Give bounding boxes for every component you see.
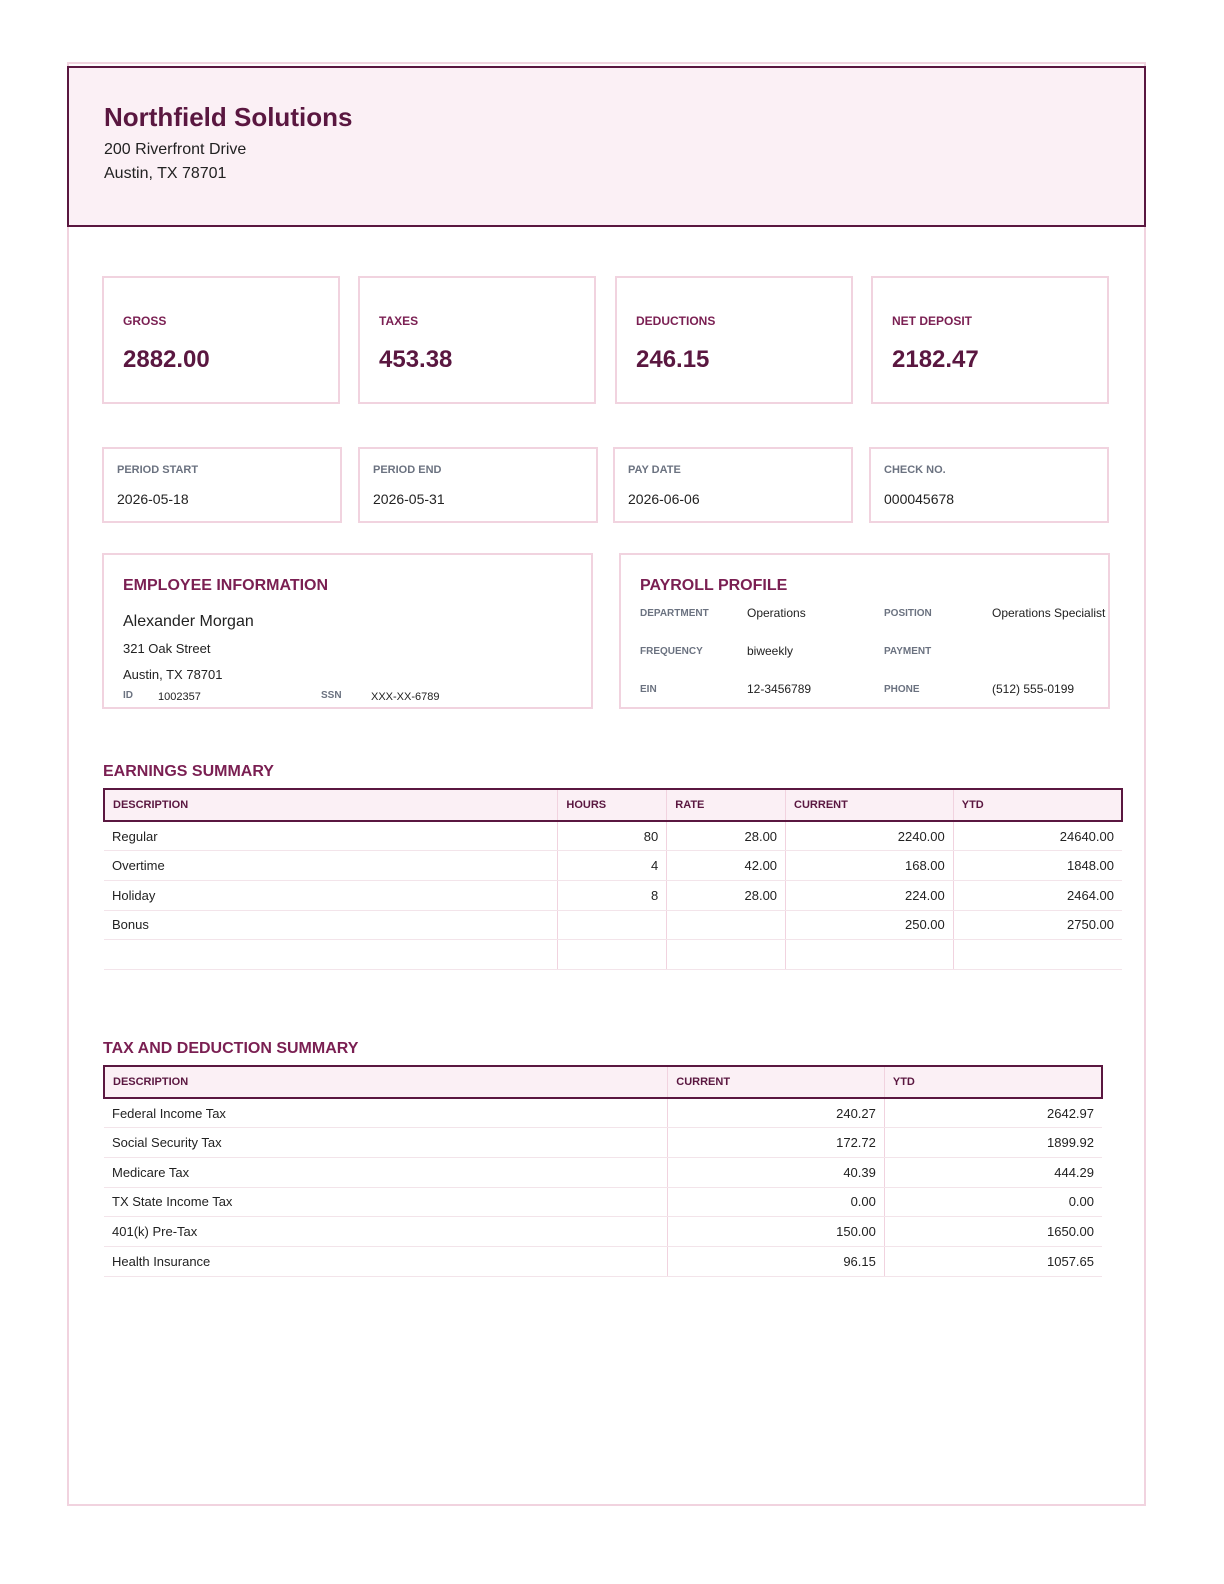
table-cell: 150.00 xyxy=(668,1217,885,1247)
employee-id-value: 1002357 xyxy=(158,691,201,703)
company-header xyxy=(67,66,1146,227)
table-cell: 24640.00 xyxy=(953,821,1122,851)
position-value: Operations Specialist xyxy=(992,606,1106,620)
table-cell xyxy=(667,940,786,970)
summary-value: 453.38 xyxy=(379,346,453,373)
table-row xyxy=(104,1246,1102,1276)
table-cell xyxy=(667,910,786,940)
summary-card-net-deposit xyxy=(871,276,1109,404)
table-cell: 2240.00 xyxy=(786,821,954,851)
table-cell xyxy=(104,940,558,970)
employee-name: Alexander Morgan xyxy=(123,613,254,630)
summary-card-gross xyxy=(102,276,340,404)
department-label: DEPARTMENT xyxy=(640,608,709,619)
summary-value: 2182.47 xyxy=(892,346,979,373)
table-cell: 96.15 xyxy=(668,1246,885,1276)
meta-label: CHECK NO. xyxy=(884,464,946,476)
table-cell xyxy=(558,940,667,970)
frequency-label: FREQUENCY xyxy=(640,646,703,657)
table-cell: 240.27 xyxy=(668,1098,885,1128)
tax-section-title: TAX AND DEDUCTION SUMMARY xyxy=(103,1040,359,1057)
meta-card-period-start xyxy=(102,447,342,523)
table-cell: Overtime xyxy=(104,851,558,881)
summary-label: DEDUCTIONS xyxy=(636,314,716,328)
table-cell: Regular xyxy=(104,821,558,851)
phone-value: (512) 555-0199 xyxy=(992,682,1075,696)
table-cell: 2464.00 xyxy=(953,880,1122,910)
column-header: YTD xyxy=(953,789,1122,821)
table-cell: 0.00 xyxy=(668,1187,885,1217)
table-cell: 0.00 xyxy=(884,1187,1102,1217)
table-row xyxy=(104,910,1122,940)
table-cell: 4 xyxy=(558,851,667,881)
summary-label: NET DEPOSIT xyxy=(892,314,973,328)
employee-info-title: EMPLOYEE INFORMATION xyxy=(123,577,329,594)
summary-label: TAXES xyxy=(379,314,419,328)
column-header: DESCRIPTION xyxy=(104,789,558,821)
tax-deduction-table xyxy=(103,1065,1103,1277)
table-row xyxy=(104,1187,1102,1217)
employee-address-line2: Austin, TX 78701 xyxy=(123,667,223,682)
meta-value: 000045678 xyxy=(884,491,955,507)
summary-card-taxes xyxy=(358,276,596,404)
table-cell: 1057.65 xyxy=(884,1246,1102,1276)
table-cell: Health Insurance xyxy=(104,1246,668,1276)
column-header: DESCRIPTION xyxy=(104,1066,668,1098)
payment-label: PAYMENT xyxy=(884,646,932,657)
meta-value: 2026-06-06 xyxy=(628,491,700,507)
table-row xyxy=(104,851,1122,881)
table-cell: 42.00 xyxy=(667,851,786,881)
company-address-line2: Austin, TX 78701 xyxy=(104,165,227,182)
employee-address-line1: 321 Oak Street xyxy=(123,641,211,656)
summary-label: GROSS xyxy=(123,314,167,328)
table-cell: 40.39 xyxy=(668,1157,885,1187)
company-name: Northfield Solutions xyxy=(104,102,353,132)
table-cell: 1848.00 xyxy=(953,851,1122,881)
payroll-profile-box xyxy=(619,553,1110,709)
table-row xyxy=(104,1098,1102,1128)
table-cell: 401(k) Pre-Tax xyxy=(104,1217,668,1247)
summary-card-deductions xyxy=(615,276,853,404)
earnings-table xyxy=(103,788,1123,970)
table-header-row xyxy=(104,789,1122,821)
table-cell: TX State Income Tax xyxy=(104,1187,668,1217)
meta-value: 2026-05-18 xyxy=(117,491,189,507)
table-cell: 224.00 xyxy=(786,880,954,910)
column-header: CURRENT xyxy=(786,789,954,821)
table-cell: 1899.92 xyxy=(884,1128,1102,1158)
meta-card-check-no xyxy=(869,447,1109,523)
table-cell: 250.00 xyxy=(786,910,954,940)
summary-value: 246.15 xyxy=(636,346,710,373)
table-row xyxy=(104,940,1122,970)
meta-card-pay-date xyxy=(613,447,853,523)
department-value: Operations xyxy=(747,606,806,620)
earnings-section-title: EARNINGS SUMMARY xyxy=(103,763,274,780)
column-header: CURRENT xyxy=(668,1066,885,1098)
table-row xyxy=(104,880,1122,910)
meta-label: PERIOD START xyxy=(117,464,199,476)
ein-label: EIN xyxy=(640,684,657,695)
table-cell: 80 xyxy=(558,821,667,851)
column-header: RATE xyxy=(667,789,786,821)
meta-value: 2026-05-31 xyxy=(373,491,445,507)
table-cell: Medicare Tax xyxy=(104,1157,668,1187)
company-address-line1: 200 Riverfront Drive xyxy=(104,141,247,158)
table-cell: 444.29 xyxy=(884,1157,1102,1187)
table-cell xyxy=(558,910,667,940)
table-cell: Holiday xyxy=(104,880,558,910)
column-header: YTD xyxy=(884,1066,1102,1098)
ein-value: 12-3456789 xyxy=(747,682,812,696)
table-cell: 172.72 xyxy=(668,1128,885,1158)
table-cell: 28.00 xyxy=(667,821,786,851)
employee-id-label: ID xyxy=(123,690,133,701)
table-header-row xyxy=(104,1066,1102,1098)
table-cell: Bonus xyxy=(104,910,558,940)
table-cell: 2750.00 xyxy=(953,910,1122,940)
frequency-value: biweekly xyxy=(747,644,794,658)
summary-value: 2882.00 xyxy=(123,346,210,373)
phone-label: PHONE xyxy=(884,684,920,695)
table-cell: Social Security Tax xyxy=(104,1128,668,1158)
table-cell: 8 xyxy=(558,880,667,910)
table-row xyxy=(104,1128,1102,1158)
table-cell: Federal Income Tax xyxy=(104,1098,668,1128)
position-label: POSITION xyxy=(884,608,932,619)
employee-info-box xyxy=(102,553,593,709)
employee-ssn-value: XXX-XX-6789 xyxy=(371,691,440,703)
column-header: HOURS xyxy=(558,789,667,821)
table-cell: 168.00 xyxy=(786,851,954,881)
payroll-profile-title: PAYROLL PROFILE xyxy=(640,577,788,594)
meta-card-period-end xyxy=(358,447,598,523)
table-row xyxy=(104,1217,1102,1247)
employee-ssn-label: SSN xyxy=(321,690,342,701)
table-cell xyxy=(953,940,1122,970)
meta-label: PAY DATE xyxy=(628,464,681,476)
table-cell: 1650.00 xyxy=(884,1217,1102,1247)
table-cell: 28.00 xyxy=(667,880,786,910)
table-row xyxy=(104,1157,1102,1187)
table-cell: 2642.97 xyxy=(884,1098,1102,1128)
table-cell xyxy=(786,940,954,970)
table-row xyxy=(104,821,1122,851)
meta-label: PERIOD END xyxy=(373,464,442,476)
